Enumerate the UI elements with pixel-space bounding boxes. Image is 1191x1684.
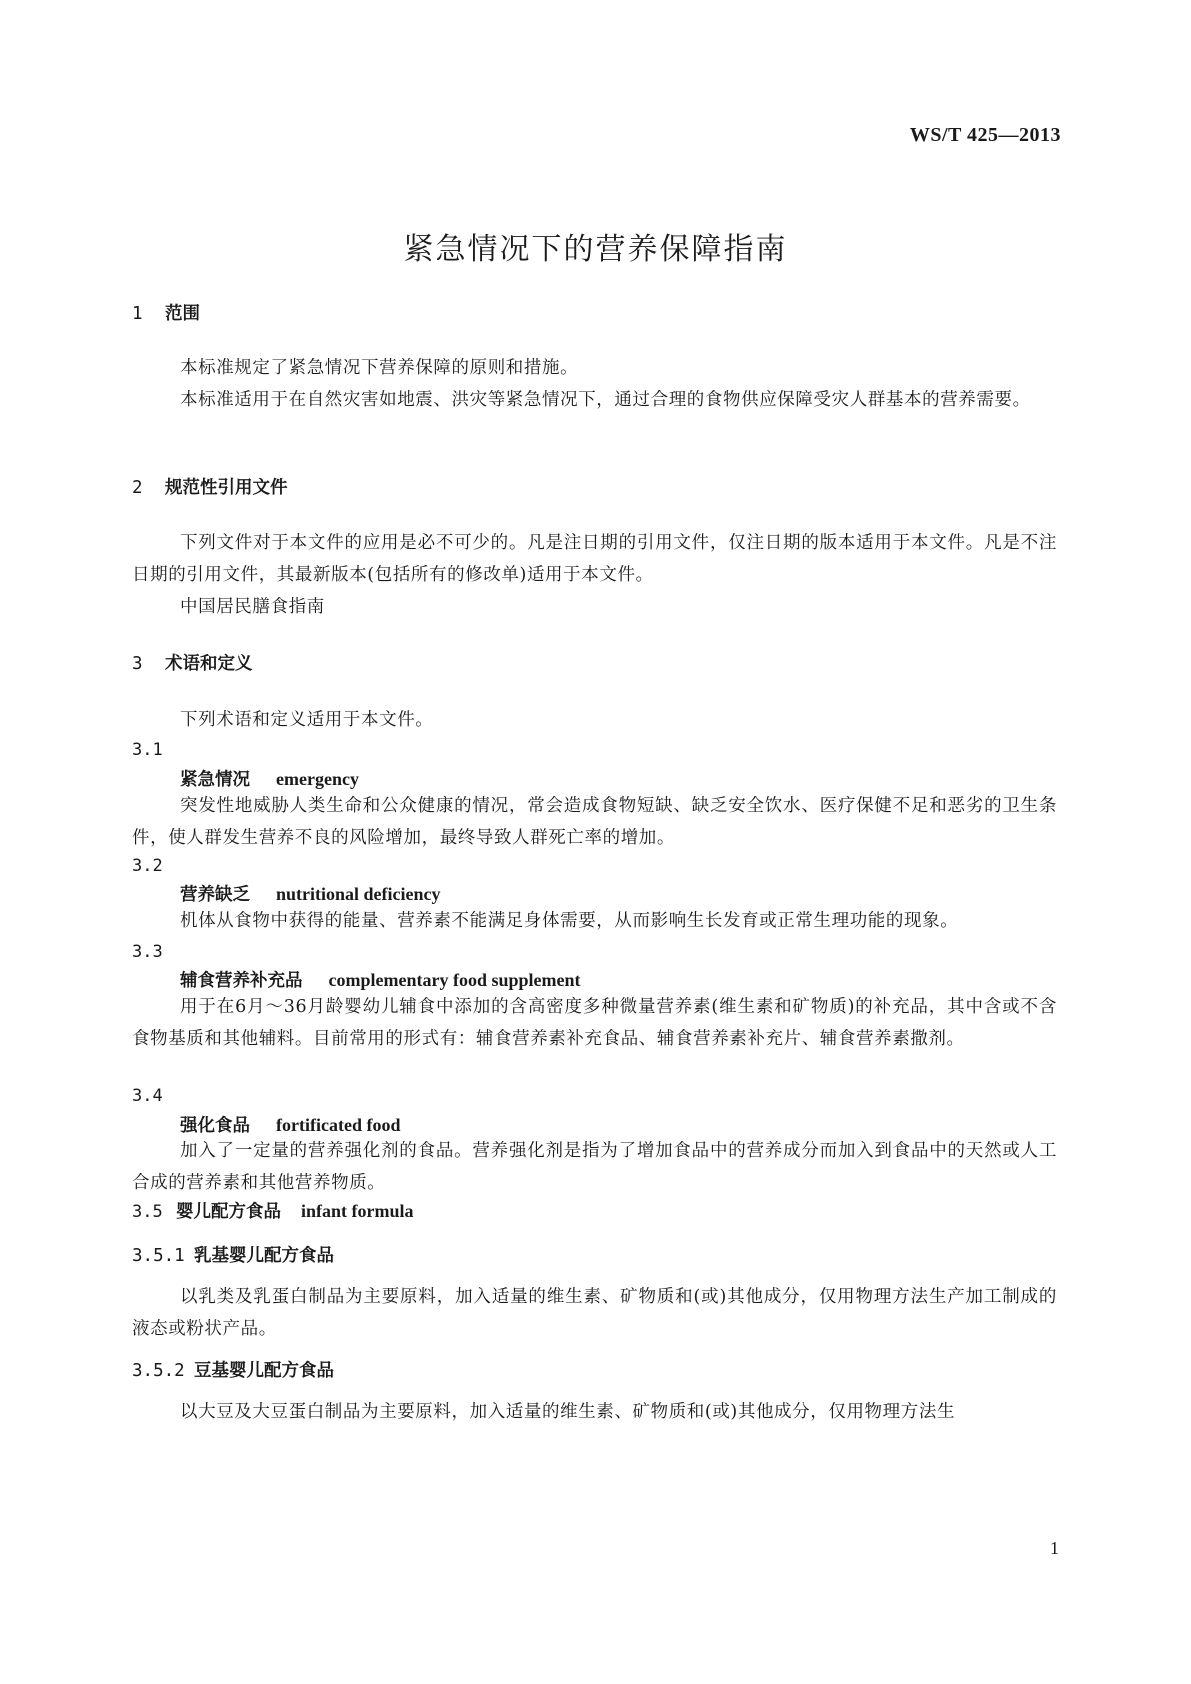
term-definition: 突发性地威胁人类生命和公众健康的情况，常会造成食物短缺、缺乏安全饮水、医疗保健不足和恶劣的卫生条件，使人群发生营养不良的风险增加，最终导致人群死亡率的增加。 <box>132 796 1057 848</box>
document-title: 紧急情况下的营养保障指南 <box>403 232 788 267</box>
section-3-intro: 下列术语和定义适用于本文件。 <box>180 710 434 730</box>
term-3-5-heading <box>132 1198 414 1223</box>
term-number: 3.3 <box>132 942 163 962</box>
term-cn: 婴儿配方食品 <box>176 1202 281 1222</box>
section-title: 范围 <box>165 304 200 324</box>
term-number: 3.1 <box>132 740 163 760</box>
section-1-paragraph-2: 本标准适用于在自然灾害如地震、洪灾等紧急情况下，通过合理的食物供应保障受灾人群基本的营养需要。 <box>180 390 1031 410</box>
term-definition: 以乳类及乳蛋白制品为主要原料，加入适量的维生素、矿物质和(或)其他成分，仅用物理方法生产加工制成的液态或粉状产品。 <box>132 1287 1057 1339</box>
term-definition: 加入了一定量的营养强化剂的食品。营养强化剂是指为了增加食品中的营养成分而加入到食品中的天然或人工合成的营养素和其他营养物质。 <box>132 1141 1057 1193</box>
section-2-heading <box>132 474 288 499</box>
term-3-5-1-heading <box>132 1242 334 1267</box>
term-3-5-2-heading <box>132 1357 334 1382</box>
term-en: complementary food supplement <box>328 970 581 990</box>
section-1-heading <box>132 300 200 325</box>
term-heading <box>180 766 359 791</box>
term-definition: 机体从食物中获得的能量、营养素不能满足身体需要，从而影响生长发育或正常生理功能的现象。 <box>180 911 959 931</box>
term-definition: 以大豆及大豆蛋白制品为主要原料，加入适量的维生素、矿物质和(或)其他成分，仅用物理方法生 <box>180 1402 956 1422</box>
section-title: 术语和定义 <box>165 654 253 674</box>
term-heading <box>180 1112 400 1137</box>
term-heading <box>180 967 580 992</box>
section-2-paragraph-1: 下列文件对于本文件的应用是必不可少的。凡是注日期的引用文件，仅注日期的版本适用于本文件。凡是不注日期的引用文件，其最新版本(包括所有的修改单)适用于本文件。 <box>132 533 1057 585</box>
section-1-paragraph-1: 本标准规定了紧急情况下营养保障的原则和措施。 <box>180 358 579 378</box>
term-number: 3.5 <box>132 1202 163 1222</box>
page-number: 1 <box>1050 1538 1059 1558</box>
term-definition: 用于在6月～36月龄婴幼儿辅食中添加的含高密度多种微量营养素(维生素和矿物质)的补充品，其中含或不含食物基质和其他辅料。目前常用的形式有：辅食营养素补充食品、辅食营养素补充片、辅食营养素撒剂。 <box>132 997 1057 1049</box>
term-cn: 乳基婴儿配方食品 <box>194 1246 334 1266</box>
term-cn: 豆基婴儿配方食品 <box>194 1361 334 1381</box>
section-number: 2 <box>132 478 143 498</box>
term-number: 3.2 <box>132 856 163 876</box>
section-number: 3 <box>132 654 143 674</box>
section-2-reference: 中国居民膳食指南 <box>180 597 325 617</box>
term-en: infant formula <box>301 1201 414 1221</box>
term-heading <box>180 881 441 906</box>
standard-code: WS/T 425—2013 <box>909 124 1061 146</box>
term-number: 3.5.2 <box>132 1361 185 1381</box>
term-number: 3.5.1 <box>132 1246 185 1266</box>
term-cn: 紧急情况 <box>180 770 250 790</box>
term-cn: 营养缺乏 <box>180 885 250 905</box>
term-cn: 强化食品 <box>180 1116 250 1136</box>
term-number: 3.4 <box>132 1086 163 1106</box>
term-en: nutritional deficiency <box>276 884 441 904</box>
term-en: emergency <box>276 769 359 789</box>
section-number: 1 <box>132 304 143 324</box>
section-title: 规范性引用文件 <box>165 478 288 498</box>
term-cn: 辅食营养补充品 <box>180 971 303 991</box>
term-en: fortificated food <box>276 1115 401 1135</box>
section-3-heading <box>132 650 253 675</box>
